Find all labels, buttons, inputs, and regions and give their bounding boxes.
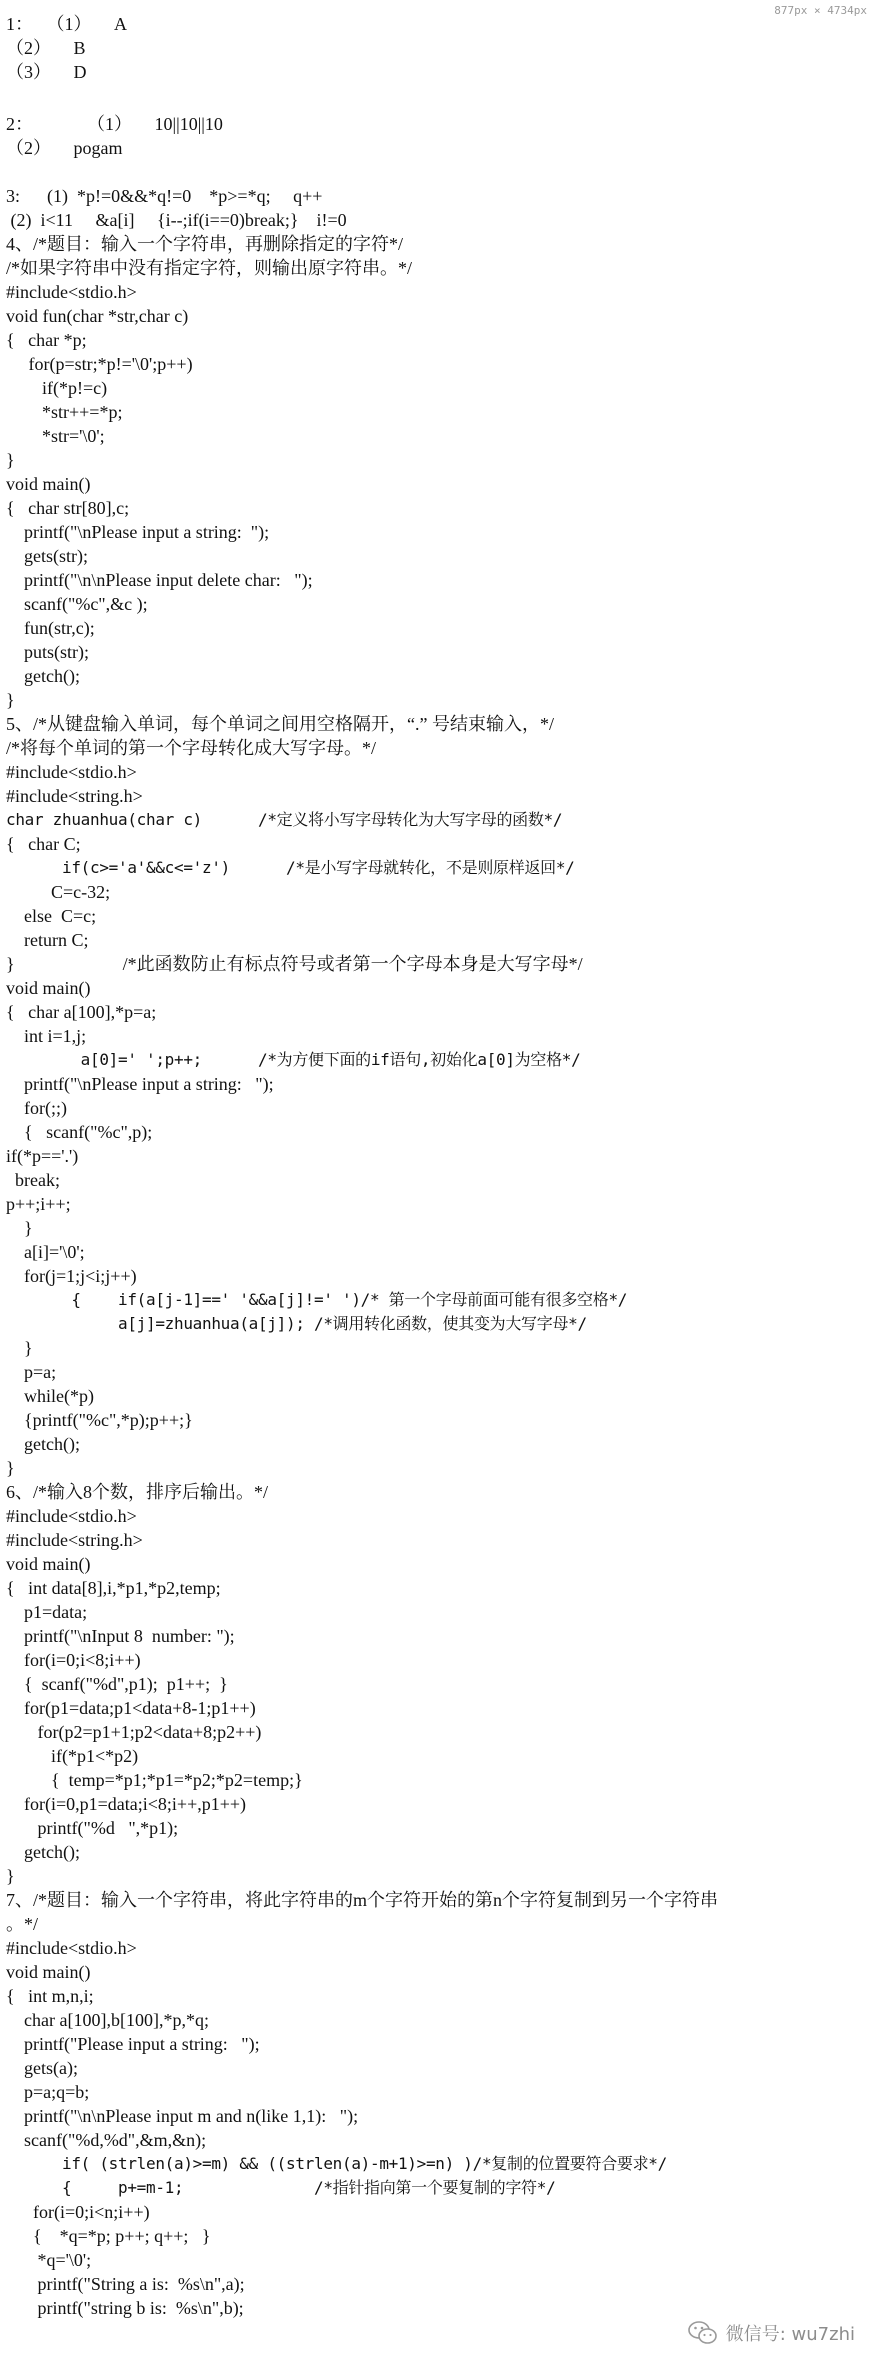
code-line: } /*此函数防止有标点符号或者第一个字母本身是大写字母*/ bbox=[6, 954, 583, 974]
code-line: /*如果字符串中没有指定字符，则输出原字符串。*/ bbox=[6, 258, 412, 278]
code-line: printf("\n\nPlease input m and n(like 1,1): "); bbox=[6, 2106, 359, 2126]
code-line: a[i]='\0'; bbox=[6, 1242, 85, 1262]
code-line: int i=1,j; bbox=[6, 1026, 87, 1046]
watermark-text: 微信号: wu7zhi bbox=[725, 2324, 855, 2345]
code-line: void fun(char *str,char c) bbox=[6, 306, 189, 326]
code-line: void main() bbox=[6, 1962, 91, 1982]
code-line: void main() bbox=[6, 978, 91, 998]
code-line: char a[100],b[100],*p,*q; bbox=[6, 2010, 209, 2030]
image-size-label: 877px × 4734px bbox=[774, 4, 867, 17]
code-line: C=c-32; bbox=[6, 882, 111, 902]
code-line: char zhuanhua(char c) /*定义将小写字母转化为大写字母的函数*/ bbox=[6, 810, 563, 829]
code-line: p1=data; bbox=[6, 1602, 88, 1622]
code-line: if(*p=='.') bbox=[6, 1146, 79, 1166]
code-line: （2） pogam bbox=[6, 138, 123, 158]
code-line: #include<string.h> bbox=[6, 1530, 143, 1550]
code-line: void main() bbox=[6, 1554, 91, 1574]
code-line: scanf("%c",&c ); bbox=[6, 594, 148, 614]
code-line: scanf("%d,%d",&m,&n); bbox=[6, 2130, 207, 2150]
code-line: { temp=*p1;*p1=*p2;*p2=temp;} bbox=[6, 1770, 303, 1790]
code-line: { p+=m-1; /*指针指向第一个要复制的字符*/ bbox=[6, 2178, 556, 2197]
code-line: 4、/*题目：输入一个字符串，再删除指定的字符*/ bbox=[6, 234, 403, 254]
code-line: } bbox=[6, 1866, 15, 1886]
code-line: if(c>='a'&&c<='z') /*是小写字母就转化，不是则原样返回*/ bbox=[6, 858, 575, 877]
code-line: （2） B bbox=[6, 38, 86, 58]
code-line: puts(str); bbox=[6, 642, 89, 662]
code-line: if(*p1<*p2) bbox=[6, 1746, 139, 1766]
code-line: { char C; bbox=[6, 834, 81, 854]
code-line: 6、/*输入8个数，排序后输出。*/ bbox=[6, 1482, 269, 1502]
code-line: #include<stdio.h> bbox=[6, 1506, 137, 1526]
code-line: printf("Please input a string: "); bbox=[6, 2034, 260, 2054]
code-line: { char str[80],c; bbox=[6, 498, 130, 518]
code-line: （3） D bbox=[6, 62, 87, 82]
code-line: if(*p!=c) bbox=[6, 378, 108, 398]
code-line: break; bbox=[6, 1170, 60, 1190]
code-line: for(p=str;*p!='\0';p++) bbox=[6, 354, 193, 374]
code-line: #include<stdio.h> bbox=[6, 762, 137, 782]
code-line: *str='\0'; bbox=[6, 426, 105, 446]
code-line: return C; bbox=[6, 930, 89, 950]
code-line: 7、/*题目：输入一个字符串，将此字符串的m个字符开始的第n个字符复制到另一个字符串 bbox=[6, 1890, 718, 1910]
code-line: } bbox=[6, 1218, 33, 1238]
code-line: } bbox=[6, 690, 15, 710]
code-line: 5、/*从键盘输入单词，每个单词之间用空格隔开，“.” 号结束输入，*/ bbox=[6, 714, 554, 734]
code-line: {printf("%c",*p);p++;} bbox=[6, 1410, 193, 1430]
code-line: { char a[100],*p=a; bbox=[6, 1002, 157, 1022]
code-line: a[j]=zhuanhua(a[j]); /*调用转化函数，使其变为大写字母*/ bbox=[6, 1314, 587, 1333]
code-line: getch(); bbox=[6, 666, 80, 686]
code-line: printf("%d ",*p1); bbox=[6, 1818, 179, 1838]
code-line: printf("\n\nPlease input delete char: "); bbox=[6, 570, 313, 590]
code-line: } bbox=[6, 1338, 33, 1358]
code-line: for(i=0,p1=data;i<8;i++,p1++) bbox=[6, 1794, 247, 1814]
code-line: { *q=*p; p++; q++; } bbox=[6, 2226, 211, 2246]
code-line: fun(str,c); bbox=[6, 618, 95, 638]
code-line: getch(); bbox=[6, 1434, 80, 1454]
code-line: { scanf("%c",p); bbox=[6, 1122, 153, 1142]
code-line: else C=c; bbox=[6, 906, 97, 926]
code-line: printf("\nPlease input a string: "); bbox=[6, 522, 270, 542]
code-line: *str++=*p; bbox=[6, 402, 123, 422]
code-line: { int m,n,i; bbox=[6, 1986, 94, 2006]
wechat-watermark bbox=[688, 2316, 855, 2350]
code-line: { int data[8],i,*p1,*p2,temp; bbox=[6, 1578, 221, 1598]
code-line: printf("String a is: %s\n",a); bbox=[6, 2274, 245, 2294]
code-line: 1： （1） A bbox=[6, 14, 127, 34]
code-line: (2) i<11 &a[i] {i--;if(i==0)break;} i!=0 bbox=[6, 210, 347, 230]
code-line: #include<string.h> bbox=[6, 786, 143, 806]
code-line: 3: (1) *p!=0&&*q!=0 *p>=*q; q++ bbox=[6, 186, 323, 206]
code-line: while(*p) bbox=[6, 1386, 94, 1406]
code-line: 2： （1） 10||10||10 bbox=[6, 114, 223, 134]
code-line: for(;;) bbox=[6, 1098, 67, 1118]
code-line: { char *p; bbox=[6, 330, 87, 350]
code-line: getch(); bbox=[6, 1842, 80, 1862]
code-line: *q='\0'; bbox=[6, 2250, 92, 2270]
code-line: 。*/ bbox=[6, 1914, 39, 1934]
code-line: for(i=0;i<8;i++) bbox=[6, 1650, 141, 1670]
code-line: p=a;q=b; bbox=[6, 2082, 90, 2102]
code-line: #include<stdio.h> bbox=[6, 1938, 137, 1958]
code-line: printf("\nInput 8 number: "); bbox=[6, 1626, 235, 1646]
wechat-logo-icon bbox=[688, 2320, 718, 2346]
code-line: { if(a[j-1]==' '&&a[j]!=' ')/* 第一个字母前面可能有很多空格*/ bbox=[6, 1290, 628, 1309]
code-line: printf("string b is: %s\n",b); bbox=[6, 2298, 244, 2318]
code-line: a[0]=' ';p++; /*为方便下面的if语句,初始化a[0]为空格*/ bbox=[6, 1050, 581, 1069]
code-line: for(p1=data;p1<data+8-1;p1++) bbox=[6, 1698, 256, 1718]
code-line: gets(a); bbox=[6, 2058, 78, 2078]
code-line: for(i=0;i<n;i++) bbox=[6, 2202, 150, 2222]
code-line: printf("\nPlease input a string: "); bbox=[6, 1074, 274, 1094]
code-line: { scanf("%d",p1); p1++; } bbox=[6, 1674, 228, 1694]
code-line: p=a; bbox=[6, 1362, 57, 1382]
code-line: #include<stdio.h> bbox=[6, 282, 137, 302]
code-line: for(p2=p1+1;p2<data+8;p2++) bbox=[6, 1722, 262, 1742]
code-line: p++;i++; bbox=[6, 1194, 71, 1214]
code-line: if( (strlen(a)>=m) && ((strlen(a)-m+1)>=n) )/*复制的位置要符合要求*/ bbox=[6, 2154, 667, 2173]
code-line: /*将每个单词的第一个字母转化成大写字母。*/ bbox=[6, 738, 376, 758]
code-line: } bbox=[6, 450, 15, 470]
code-line: } bbox=[6, 1458, 15, 1478]
code-line: void main() bbox=[6, 474, 91, 494]
code-line: for(j=1;j<i;j++) bbox=[6, 1266, 137, 1286]
code-line: gets(str); bbox=[6, 546, 88, 566]
